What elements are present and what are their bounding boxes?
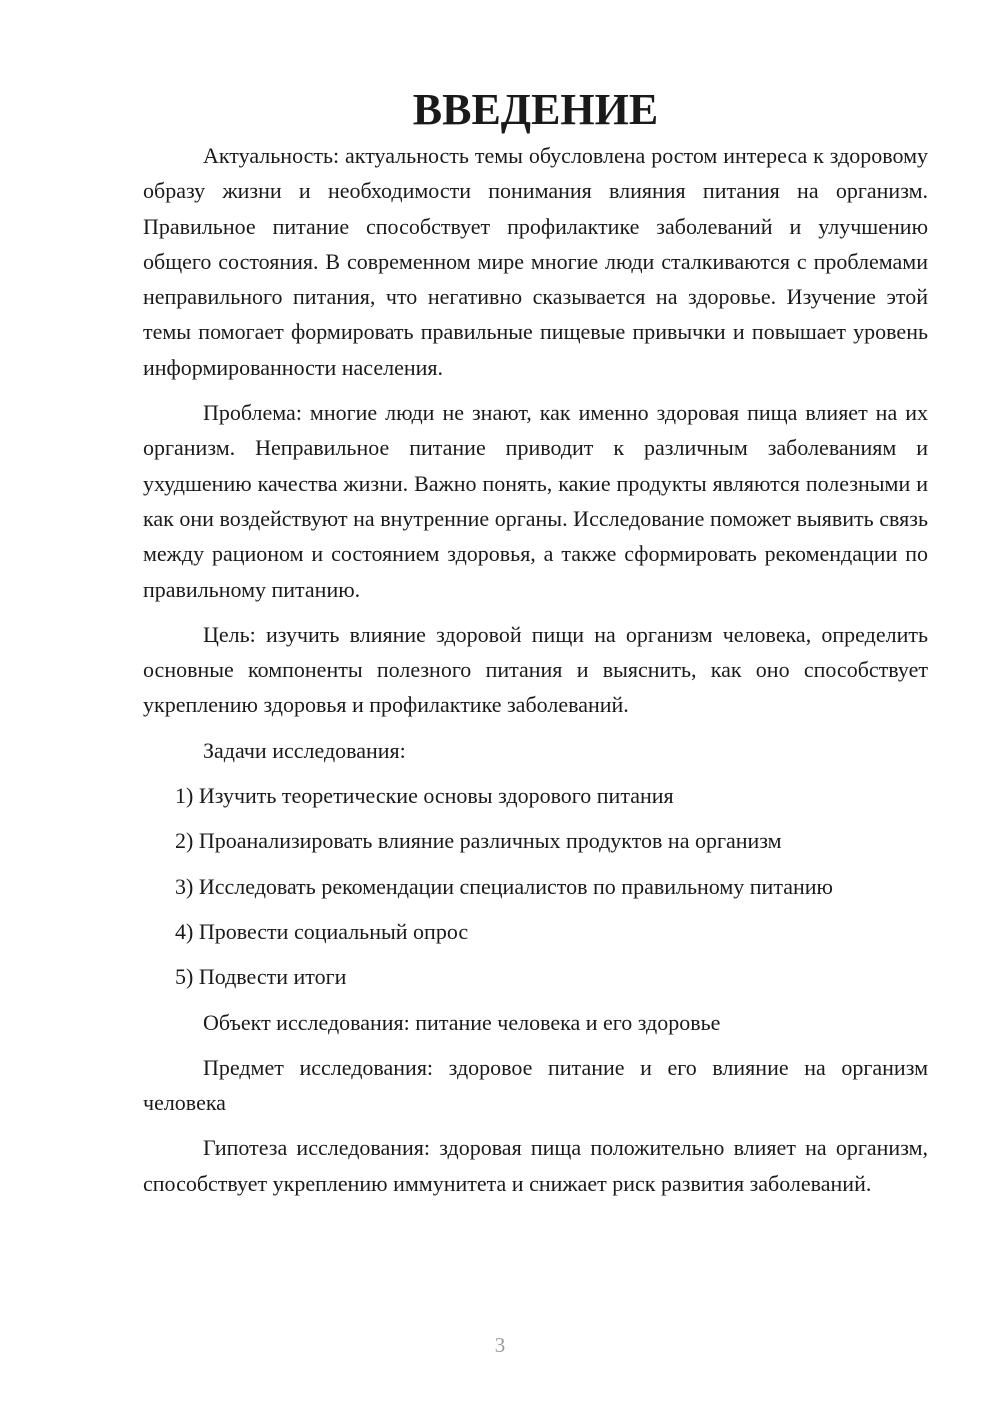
list-item: 5) Подвести итоги: [175, 964, 347, 990]
tasks-heading: Задачи исследования:: [203, 737, 406, 763]
object-paragraph: Объект исследования: питание человека и его здоровье: [203, 1009, 721, 1035]
hypothesis-paragraph: Гипотеза исследования: здоровая пища положительно влияет на организм, способствует укреплению иммунитета и снижает риск развития заболеваний.: [143, 1135, 928, 1196]
list-item: 4) Провести социальный опрос: [175, 918, 469, 944]
page-title: ВВЕДЕНИЕ: [412, 85, 659, 134]
list-item: 1) Изучить теоретические основы здорового питания: [175, 783, 674, 809]
problem-paragraph: Проблема: многие люди не знают, как именно здоровая пища влияет на их организм. Неправильное питание приводит к различным заболеваниям и ухудшению качества жизни. Важно понять, какие продукты являются полезными и как они воздействуют на внутренние органы. Исследование поможет выявить связь между рационом и состоянием здоровья, а также сформировать рекомендации по правильному питанию.: [143, 400, 928, 602]
document-page: [143, 85, 928, 1211]
tasks-list: [143, 778, 928, 994]
list-item: 3) Исследовать рекомендации специалистов по правильному питанию: [175, 873, 833, 899]
subject-paragraph: Предмет исследования: здоровое питание и его влияние на организм человека: [143, 1054, 928, 1116]
relevance-paragraph: Актуальность: актуальность темы обусловлена ростом интереса к здоровому образу жизни и необходимости понимания влияния питания на организм. Правильное питание способствует профилактике заболеваний и улучшению общего состояния. В современном мире многие люди сталкиваются с проблемами неправильного питания, что негативно сказывается на здоровье. Изучение этой темы помогает формировать правильные пищевые привычки и повышает уровень информированности населения.: [143, 143, 928, 380]
page-number: 3: [494, 1333, 506, 1357]
goal-paragraph: Цель: изучить влияние здоровой пищи на организм человека, определить основные компоненты полезного питания и выяснить, как оно способствует укреплению здоровья и профилактике заболеваний.: [143, 621, 928, 718]
list-item: 2) Проанализировать влияние различных продуктов на организм: [175, 828, 782, 854]
